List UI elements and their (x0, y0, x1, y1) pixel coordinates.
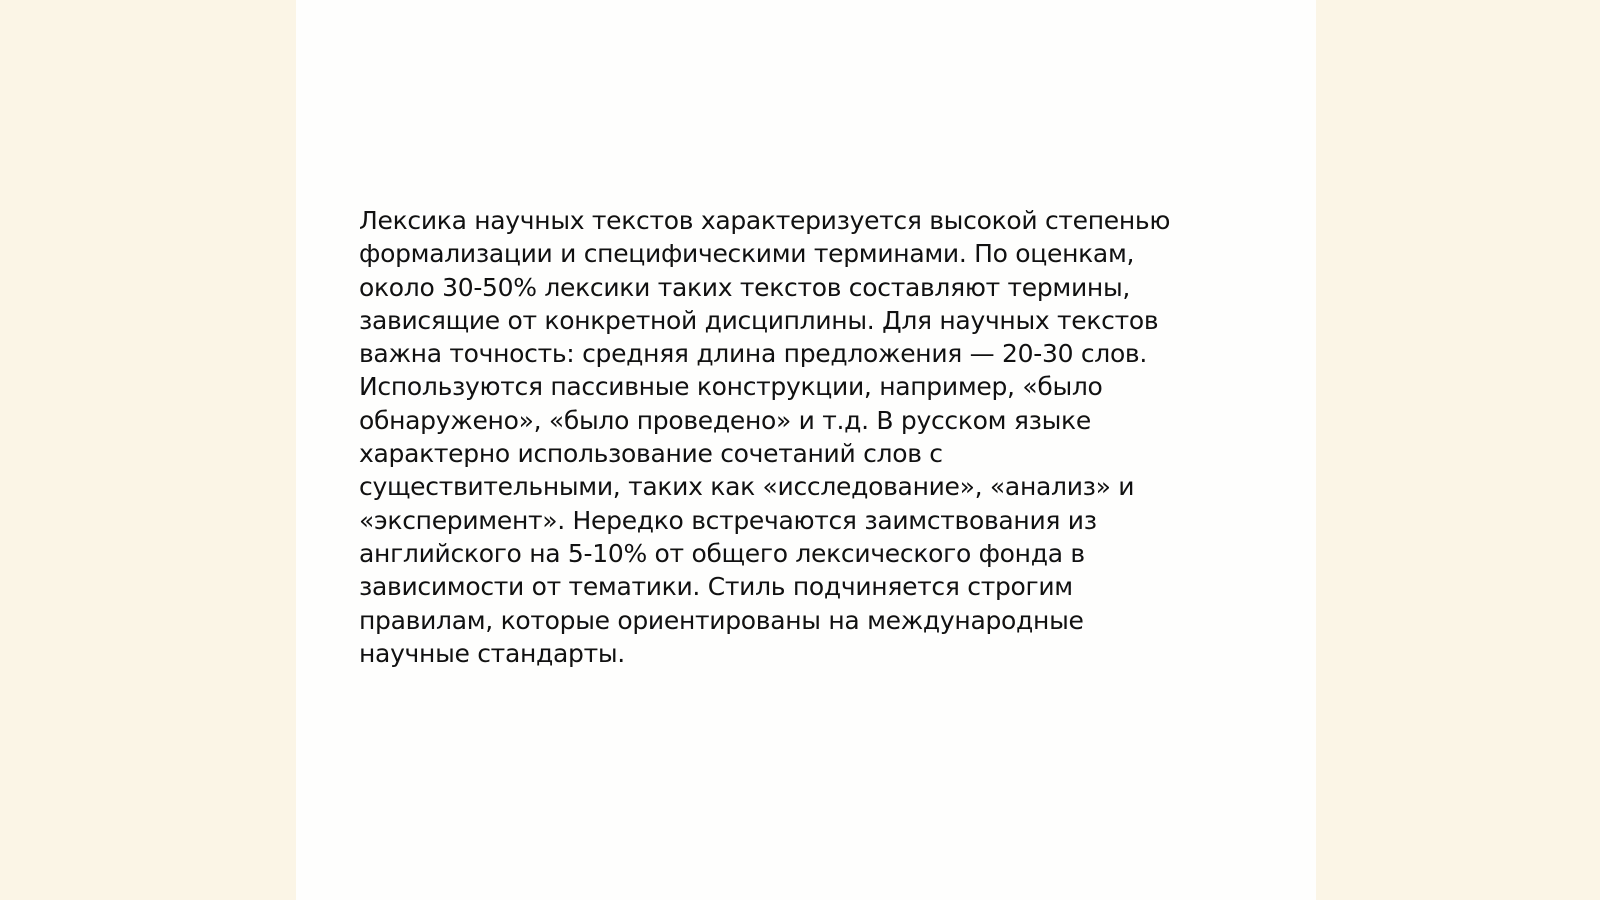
right-margin (1316, 0, 1600, 900)
body-paragraph: Лексика научных текстов характеризуется высокой степенью формализации и специфическими терминами. По оценкам, около 30-50% лексики таких текстов составляют термины, зависящие от конкретной дисциплины. Для научных текстов важна точность: средняя длина предложения — 20-30 слов. Используются пассивные конструкции, например, «было обнаружено», «было проведено» и т.д. В русском языке характерно использование сочетаний слов с существительными, таких как «исследование», «анализ» и «эксперимент». Нередко встречаются заимствования из английского на 5-10% от общего лексического фонда в зависимости от тематики. Стиль подчиняется строгим правилам, которые ориентированы на международные научные стандарты. (359, 206, 1171, 668)
left-margin (0, 0, 296, 900)
document-page (296, 0, 1316, 900)
